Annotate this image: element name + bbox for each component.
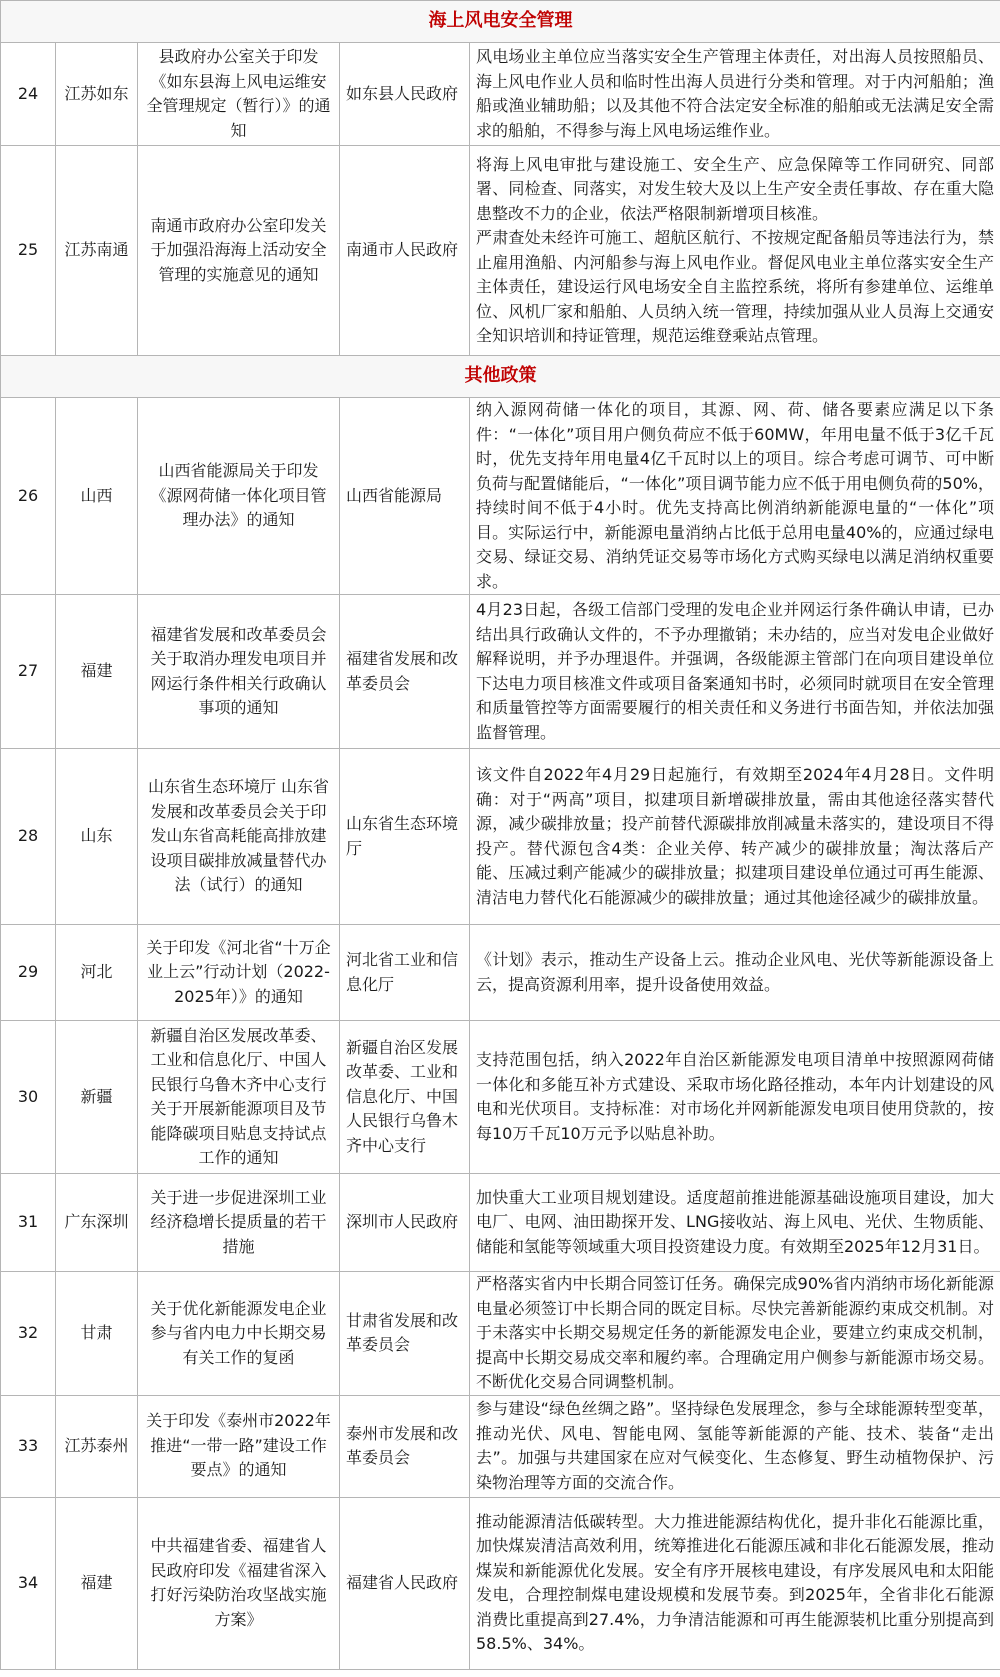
content-paragraph: 支持范围包括，纳入2022年自治区新能源发电项目清单中按照源网荷储一体化和多能互补方式建设、采取市场化路径推动，本年内计划建设的风电和光伏项目。支持标准：对市场化并网新能源发电项目使用贷款的，按每10万千瓦10万元予以贴息补助。 [476,1050,995,1143]
row-region: 山西 [56,398,138,595]
row-region: 福建 [56,1497,138,1669]
row-content [470,595,1000,749]
table-row [1,43,1000,146]
row-issuer: 深圳市人民政府 [340,1174,470,1272]
table-row [1,925,1000,1021]
row-content [470,398,1000,595]
row-policy-title: 关于印发《泰州市2022年推进“一带一路”建设工作要点》的通知 [138,1395,340,1497]
row-number: 24 [1,43,56,146]
table-row [1,1497,1000,1669]
row-issuer: 新疆自治区发展改革委、工业和信息化厅、中国人民银行乌鲁木齐中心支行 [340,1021,470,1174]
row-issuer: 如东县人民政府 [340,43,470,146]
row-issuer: 山西省能源局 [340,398,470,595]
content-paragraph: 将海上风电审批与建设施工、安全生产、应急保障等工作同研究、同部署、同检查、同落实，对发生较大及以上生产安全责任事故、存在重大隐患整改不力的企业，依法严格限制新增项目核准。 [476,154,995,223]
row-number: 30 [1,1021,56,1174]
content-paragraph: 严格落实省内中长期合同签订任务。确保完成90%省内消纳市场化新能源电量必须签订中长期合同的既定目标。尽快完善新能源约束成交机制。对于未落实中长期交易规定任务的新能源发电企业，要建立约束成交机制，提高中长期交易成交率和履约率。合理确定用户侧参与新能源市场交易。不断优化交易合同调整机制。 [476,1274,995,1391]
table-row [1,749,1000,925]
row-policy-title: 关于印发《河北省“十万企业上云”行动计划（2022-2025年）》的通知 [138,925,340,1021]
row-region: 江苏泰州 [56,1395,138,1497]
section-title: 其他政策 [1,356,1000,398]
row-policy-title: 山西省能源局关于印发《源网荷储一体化项目管理办法》的通知 [138,398,340,595]
row-content [470,146,1000,356]
row-number: 34 [1,1497,56,1669]
row-region: 河北 [56,925,138,1021]
policy-table-body [1,1,1000,1670]
row-number: 31 [1,1174,56,1272]
row-policy-title: 南通市政府办公室印发关于加强沿海海上活动安全管理的实施意见的通知 [138,146,340,356]
table-row [1,1174,1000,1272]
row-issuer: 福建省人民政府 [340,1497,470,1669]
row-content [470,925,1000,1021]
row-number: 28 [1,749,56,925]
row-content [470,43,1000,146]
row-content [470,1497,1000,1669]
content-paragraph: 严肃查处未经许可施工、超航区航行、不按规定配备船员等违法行为，禁止雇用渔船、内河船参与海上风电作业。督促风电业主单位落实安全生产主体责任，建设运行风电场安全自主监控系统，将所有参建单位、运维单位、风机厂家和船舶、人员纳入统一管理，持续加强从业人员海上交通安全知识培训和持证管理，规范运维登乘站点管理。 [476,228,995,345]
row-policy-title: 山东省生态环境厅 山东省发展和改革委员会关于印发山东省高耗能高排放建设项目碳排放减量替代办法（试行）的通知 [138,749,340,925]
row-content [470,1021,1000,1174]
row-region: 广东深圳 [56,1174,138,1272]
row-number: 29 [1,925,56,1021]
table-row [1,146,1000,356]
row-region: 江苏南通 [56,146,138,356]
row-number: 25 [1,146,56,356]
table-row [1,595,1000,749]
row-issuer: 甘肃省发展和改革委员会 [340,1272,470,1396]
table-row [1,1395,1000,1497]
content-paragraph: 4月23日起，各级工信部门受理的发电企业并网运行条件确认申请，已办结出具行政确认文件的，不予办理撤销；未办结的，应当对发电企业做好解释说明，并予办理退件。并强调，各级能源主管部门在向项目建设单位下达电力项目核准文件或项目备案通知书时，必须同时就项目在安全管理和质量管控等方面需要履行的相关责任和义务进行书面告知，并依法加强监督管理。 [476,600,995,742]
row-policy-title: 新疆自治区发展改革委、工业和信息化厅、中国人民银行乌鲁木齐中心支行关于开展新能源项目及节能降碳项目贴息支持试点工作的通知 [138,1021,340,1174]
row-region: 江苏如东 [56,43,138,146]
row-content [470,1272,1000,1396]
row-region: 甘肃 [56,1272,138,1396]
row-region: 福建 [56,595,138,749]
row-policy-title: 关于优化新能源发电企业参与省内电力中长期交易有关工作的复函 [138,1272,340,1396]
section-header-row [1,356,1000,398]
row-issuer: 泰州市发展和改革委员会 [340,1395,470,1497]
content-paragraph: 参与建设“绿色丝绸之路”。坚持绿色发展理念，参与全球能源转型变革，推动光伏、风电、智能电网、氢能等新能源的产能、技术、装备“走出去”。加强与共建国家在应对气候变化、生态修复、野生动植物保护、污染物治理等方面的交流合作。 [476,1399,995,1492]
content-paragraph: 风电场业主单位应当落实安全生产管理主体责任，对出海人员按照船员、海上风电作业人员和临时性出海人员进行分类和管理。对于内河船舶；渔船或渔业辅助船；以及其他不符合法定安全标准的船舶或无法满足安全需求的船舶，不得参与海上风电场运维作业。 [476,47,995,140]
row-number: 26 [1,398,56,595]
row-region: 新疆 [56,1021,138,1174]
row-issuer: 山东省生态环境厅 [340,749,470,925]
row-content [470,1174,1000,1272]
row-number: 27 [1,595,56,749]
table-row [1,398,1000,595]
row-policy-title: 福建省发展和改革委员会关于取消办理发电项目并网运行条件相关行政确认事项的通知 [138,595,340,749]
row-issuer: 福建省发展和改革委员会 [340,595,470,749]
content-paragraph: 《计划》表示，推动生产设备上云。推动企业风电、光伏等新能源设备上云，提高资源利用率，提升设备使用效益。 [476,950,995,994]
table-row [1,1021,1000,1174]
content-paragraph: 该文件自2022年4月29日起施行，有效期至2024年4月28日。文件明确：对于“两高”项目，拟建项目新增碳排放量，需由其他途径落实替代源，减少碳排放量；投产前替代源碳排放削减量未落实的，建设项目不得投产。替代源包含4类：企业关停、转产减少的碳排放量；淘汰落后产能、压减过剩产能减少的碳排放量；拟建项目建设单位通过可再生能源、清洁电力替代化石能源减少的碳排放量；通过其他途径减少的碳排放量。 [476,765,995,907]
row-policy-title: 中共福建省委、福建省人民政府印发《福建省深入打好污染防治攻坚战实施方案》 [138,1497,340,1669]
row-number: 33 [1,1395,56,1497]
row-content [470,1395,1000,1497]
row-issuer: 河北省工业和信息化厅 [340,925,470,1021]
content-paragraph: 纳入源网荷储一体化的项目，其源、网、荷、储各要素应满足以下条件：“一体化”项目用户侧负荷应不低于60MW，年用电量不低于3亿千瓦时，优先支持年用电量4亿千瓦时以上的项目。综合考虑可调节、可中断负荷与配置储能后，“一体化”项目调节能力应不低于用电侧负荷的50%，持续时间不低于4小时。优先支持高比例消纳新能源电量的“一体化”项目。实际运行中，新能源电量消纳占比低于总用电量40%的，应通过绿电交易、绿证交易、消纳凭证交易等市场化方式购买绿电以满足消纳权重要求。 [476,400,995,591]
row-policy-title: 关于进一步促进深圳工业经济稳增长提质量的若干措施 [138,1174,340,1272]
row-policy-title: 县政府办公室关于印发《如东县海上风电运维安全管理规定（暂行）》的通知 [138,43,340,146]
content-paragraph: 加快重大工业项目规划建设。适度超前推进能源基础设施项目建设，加大电厂、电网、油田勘探开发、LNG接收站、海上风电、光伏、生物质能、储能和氢能等领域重大项目投资建设力度。有效期至2025年12月31日。 [476,1187,995,1256]
section-title: 海上风电安全管理 [1,1,1000,43]
content-paragraph: 推动能源清洁低碳转型。大力推进能源结构优化，提升非化石能源比重，加快煤炭清洁高效利用，统筹推进化石能源压减和非化石能源发展，推动煤炭和新能源优化发展。安全有序开展核电建设，有序发展风电和太阳能发电，合理控制煤电建设规模和发展节奏。到2025年，全省非化石能源消费比重提高到27.4%，力争清洁能源和可再生能源装机比重分别提高到58.5%、34%。 [476,1511,995,1653]
section-header-row [1,1,1000,43]
table-row [1,1272,1000,1396]
row-region: 山东 [56,749,138,925]
row-content [470,749,1000,925]
row-number: 32 [1,1272,56,1396]
row-issuer: 南通市人民政府 [340,146,470,356]
